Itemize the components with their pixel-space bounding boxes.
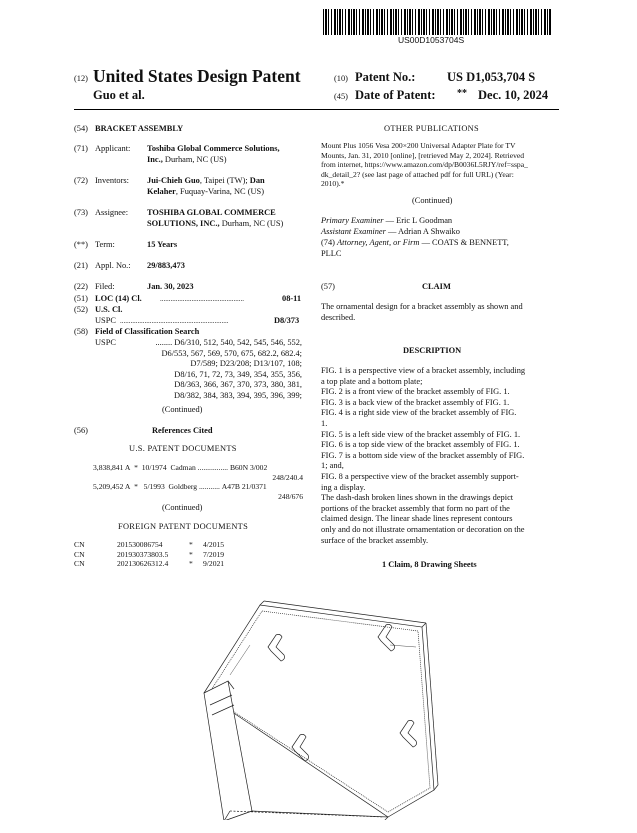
attorney-line2: PLLC (321, 249, 342, 258)
inventors-label: Inventors: (95, 176, 129, 185)
field-search-line: D8/363, 366, 367, 370, 373, 380, 381, (174, 380, 302, 390)
patent-no-label: Patent No.: (355, 70, 416, 84)
us-doc-row: 3,838,841 A * 10/1974 Cadman ................ B60N 3/002 248/240.4 (93, 463, 303, 482)
assignee-label: Assignee: (95, 208, 129, 217)
loc-dots: ................................................ (160, 295, 244, 303)
field-search-line: D7/589; D23/208; D13/107, 108; (190, 359, 302, 369)
uspc-dots: .............................................................. (120, 317, 229, 325)
filed-label: Filed: (95, 282, 115, 291)
patent-number: US D1,053,704 S (447, 70, 536, 84)
claim-code: (57) (321, 282, 335, 291)
f21-code: (21) (74, 261, 88, 270)
f22-code: (22) (74, 282, 88, 291)
term-label: Term: (95, 240, 115, 249)
f72-code: (72) (74, 176, 88, 185)
design-title: BRACKET ASSEMBLY (95, 124, 184, 133)
patent-date: Dec. 10, 2024 (478, 88, 549, 102)
references-cited-title: References Cited (152, 426, 213, 435)
patent-type-title: United States Design Patent (93, 66, 301, 86)
uspc-label: USPC (95, 316, 116, 325)
field-search-line: D6/553, 567, 569, 570, 675, 682.2, 682.4; (161, 348, 302, 358)
us-docs-continued: (Continued) (162, 503, 203, 512)
field-search-list (120, 338, 302, 402)
foreign-docs-list (74, 540, 304, 569)
inventors-short: Guo et al. (93, 88, 145, 102)
inventors-value: Jui-Chieh Guo, Taipei (TW); Dan Kelaher, Fuquay-Varina, NC (US) (147, 176, 265, 196)
date-label: Date of Patent: (355, 88, 436, 102)
foreign-docs-title: FOREIGN PATENT DOCUMENTS (118, 522, 249, 531)
term-value: 15 Years (147, 240, 178, 249)
f71-code: (71) (74, 144, 88, 153)
uspc-value: D8/373 (274, 316, 300, 325)
foreign-doc-row: CN 202130626312.4 * 9/2021 (74, 559, 225, 569)
loc-value: 08-11 (282, 294, 302, 303)
loc-label: LOC (14) Cl. (95, 294, 142, 303)
attorney: (74) Attorney, Agent, or Firm — COATS & BENNETT, (321, 238, 509, 247)
applicant-label: Applicant: (95, 144, 131, 153)
code-45: (45) (334, 92, 348, 101)
filed-value: Jan. 30, 2023 (147, 282, 194, 291)
other-publications-continued: (Continued) (412, 196, 453, 205)
term-code: (**) (74, 240, 88, 249)
appl-no-value: 29/883,473 (147, 261, 185, 270)
header-rule (74, 109, 559, 110)
claim-text: The ornamental design for a bracket assembly as shown and described. (321, 302, 523, 322)
us-doc-row: 5,209,452 A * 5/1993 Goldberg ........... A47B 21/0371 248/676 (93, 482, 303, 501)
claim-title: CLAIM (422, 282, 451, 291)
other-publications-title: OTHER PUBLICATIONS (384, 124, 479, 133)
bracket-drawing (190, 585, 450, 820)
us-docs-title: U.S. PATENT DOCUMENTS (129, 444, 237, 453)
appl-no-label: Appl. No.: (95, 261, 131, 270)
field-search-line: D8/382, 384, 383, 394, 395, 396, 399; (174, 390, 302, 400)
us-cl-label: U.S. Cl. (95, 305, 123, 314)
code-10: (10) (334, 74, 348, 83)
date-stars: ** (457, 88, 467, 99)
code-12: (12) (74, 74, 88, 83)
assistant-examiner: Assistant Examiner — Adrian A Shwaiko (321, 227, 460, 236)
applicant-value: Toshiba Global Commerce Solutions, Inc., Durham, NC (US) (147, 144, 280, 164)
barcode-number: US00D1053704S (398, 35, 465, 45)
f52-code: (52) (74, 305, 88, 314)
claims-summary: 1 Claim, 8 Drawing Sheets (382, 560, 477, 569)
field-search-uspc-label: USPC (95, 338, 116, 347)
field-search-line: D8/16, 71, 72, 73, 349, 354, 355, 356, (174, 369, 302, 379)
f56-code: (56) (74, 426, 88, 435)
field-search-line: ........ D6/310, 512, 540, 542, 545, 546, 552, (155, 338, 302, 347)
f73-code: (73) (74, 208, 88, 217)
assignee-value: TOSHIBA GLOBAL COMMERCE SOLUTIONS, INC., Durham, NC (US) (147, 208, 284, 228)
field-search-label: Field of Classification Search (95, 327, 200, 336)
f51-code: (51) (74, 294, 88, 303)
barcode (323, 9, 552, 35)
primary-examiner: Primary Examiner — Eric L Goodman (321, 216, 453, 225)
foreign-doc-row: CN 201930373803.5 * 7/2019 (74, 549, 225, 559)
f54-code: (54) (74, 124, 88, 133)
description-text: FIG. 1 is a perspective view of a bracket assembly, including a top plate and a bottom plate; FIG. 2 is a front view of the bracket assembly of FIG. 1. FIG. 3 is a back view of the bracket assembly of FIG. 1. FIG. 4 is a right side view of the bracket assembly of FIG. 1. FIG. 5 is a left side view of the bracket assembly of FIG. 1. FIG. 6 is a top side view of the bracket assembly of FIG. 1. FIG. 7 is a bottom side view of the bracket assembly of FIG. 1; and, FIG. 8 a perspective view of the bracket assembly support- ing a display. The dash-dash broken lines shown in the drawings depict portions of the bracket assembly that form no part of the claimed design. The linear shade lines represent contours only and do not illustrate ornamentation or decoration on the surface of the bracket assembly. (321, 366, 526, 545)
description-title: DESCRIPTION (403, 346, 462, 355)
field-search-continued: (Continued) (162, 405, 203, 414)
f58-code: (58) (74, 327, 88, 336)
other-publications-text: Mount Plus 1056 Vesa 200×200 Universal Adapter Plate for TV Mounts, Jan. 31, 2010 [online], [retrieved May 2, 2024]. Retrieved from internet, https://www.amazon.com/dp/B0036L5RJY/ref=sspa_ dk_detail_2? (see last page of attached pdf for full URL) (Year: 2010).* (321, 141, 528, 189)
foreign-doc-row: CN 201530086754 * 4/2015 (74, 540, 225, 549)
